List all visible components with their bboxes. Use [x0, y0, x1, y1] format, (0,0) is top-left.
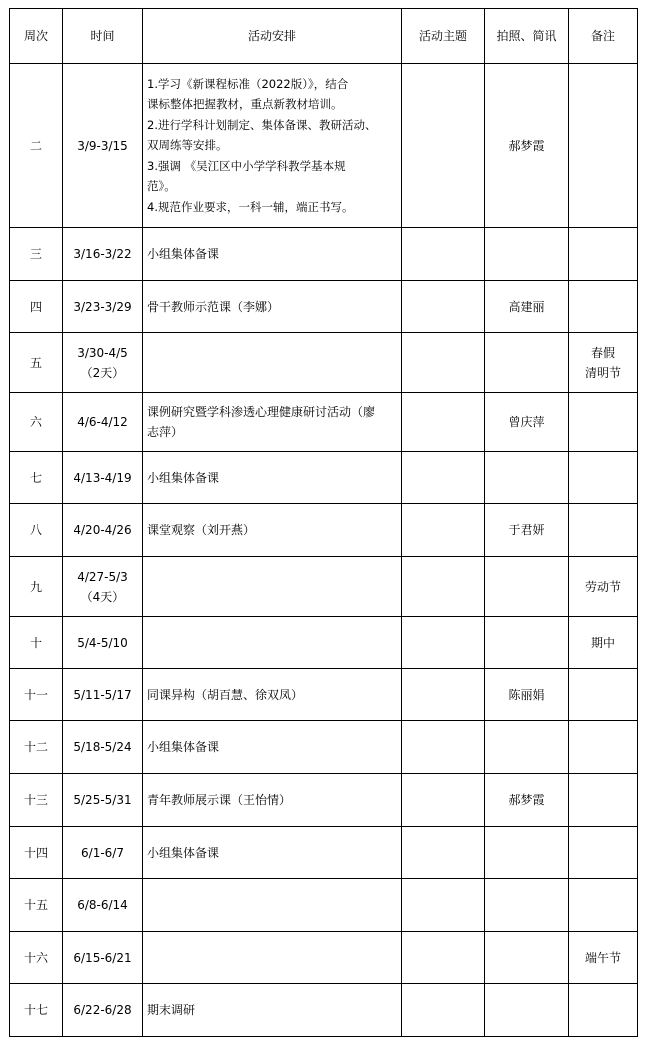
note-line: 春假 [590, 345, 615, 360]
activity-cell: 小组集体备课 [143, 452, 402, 504]
header-theme: 活动主题 [402, 9, 485, 64]
time-range: 4/27-5/3 [77, 569, 128, 584]
photo-cell [485, 228, 569, 281]
week-cell: 十二 [10, 721, 63, 774]
table-row [10, 333, 638, 393]
activity-cell: 同课异构（胡百慧、徐双凤） [143, 669, 402, 721]
activity-line: 双周练等安排。 [147, 138, 228, 153]
week-cell: 十五 [10, 879, 63, 932]
theme-cell [402, 721, 485, 774]
activity-line: 2.进行学科计划制定、集体备课、教研活动、 [147, 117, 377, 132]
note-cell: 劳动节 [569, 557, 638, 617]
table-row [10, 932, 638, 984]
activity-cell [143, 64, 402, 228]
photo-cell: 郝梦霞 [485, 64, 569, 228]
week-cell: 三 [10, 228, 63, 281]
header-note: 备注 [569, 9, 638, 64]
time-days: （2天） [80, 365, 125, 380]
activity-line: 1.学习《新课程标准（2022版）》，结合 [147, 76, 349, 91]
activity-cell: 小组集体备课 [143, 228, 402, 281]
week-cell: 十三 [10, 774, 63, 827]
note-cell [569, 228, 638, 281]
time-cell [63, 333, 143, 393]
table-row [10, 504, 638, 557]
theme-cell [402, 504, 485, 557]
time-cell: 3/16-3/22 [63, 228, 143, 281]
theme-cell [402, 557, 485, 617]
note-cell [569, 774, 638, 827]
time-cell: 3/23-3/29 [63, 281, 143, 333]
note-cell [569, 721, 638, 774]
week-cell: 八 [10, 504, 63, 557]
photo-cell [485, 617, 569, 669]
photo-cell: 高建丽 [485, 281, 569, 333]
table-row [10, 984, 638, 1037]
note-cell: 端午节 [569, 932, 638, 984]
activity-cell: 青年教师展示课（王怡情） [143, 774, 402, 827]
theme-cell [402, 827, 485, 879]
time-cell: 5/4-5/10 [63, 617, 143, 669]
week-cell: 四 [10, 281, 63, 333]
activity-line: 范》。 [147, 179, 176, 194]
activity-line: 3.强调 《吴江区中小学学科教学基本规 [147, 158, 346, 173]
theme-cell [402, 984, 485, 1037]
note-cell [569, 504, 638, 557]
note-cell [569, 64, 638, 228]
time-cell: 5/11-5/17 [63, 669, 143, 721]
table-row [10, 281, 638, 333]
photo-cell [485, 984, 569, 1037]
table-row [10, 774, 638, 827]
header-week: 周次 [10, 9, 63, 64]
time-cell: 4/20-4/26 [63, 504, 143, 557]
photo-cell [485, 827, 569, 879]
activity-line: 课标整体把握教材，重点新教材培训。 [147, 97, 343, 112]
note-cell [569, 669, 638, 721]
activity-cell [143, 333, 402, 393]
photo-cell: 曾庆萍 [485, 393, 569, 452]
activity-line: 4.规范作业要求，一科一辅，端正书写。 [147, 199, 354, 214]
theme-cell [402, 617, 485, 669]
table-row [10, 617, 638, 669]
note-cell [569, 393, 638, 452]
time-cell: 5/18-5/24 [63, 721, 143, 774]
week-cell: 七 [10, 452, 63, 504]
time-range: 3/30-4/5 [77, 345, 128, 360]
theme-cell [402, 879, 485, 932]
week-cell: 九 [10, 557, 63, 617]
note-cell [569, 333, 638, 393]
time-cell: 4/6-4/12 [63, 393, 143, 452]
note-cell [569, 984, 638, 1037]
time-cell: 3/9-3/15 [63, 64, 143, 228]
photo-cell [485, 557, 569, 617]
activity-line: 志萍） [147, 425, 184, 439]
photo-cell [485, 333, 569, 393]
time-cell: 6/22-6/28 [63, 984, 143, 1037]
photo-cell [485, 932, 569, 984]
photo-cell [485, 879, 569, 932]
header-time: 时间 [63, 9, 143, 64]
theme-cell [402, 393, 485, 452]
activity-cell [143, 617, 402, 669]
table-row [10, 393, 638, 452]
theme-cell [402, 333, 485, 393]
theme-cell [402, 452, 485, 504]
note-line: 清明节 [584, 365, 621, 380]
photo-cell [485, 452, 569, 504]
theme-cell [402, 669, 485, 721]
photo-cell: 于君妍 [485, 504, 569, 557]
photo-cell: 郝梦霞 [485, 774, 569, 827]
week-cell: 五 [10, 333, 63, 393]
table-row [10, 879, 638, 932]
table-row [10, 452, 638, 504]
week-cell: 十一 [10, 669, 63, 721]
activity-cell: 课堂观察（刘开燕） [143, 504, 402, 557]
note-cell [569, 827, 638, 879]
table-row [10, 64, 638, 228]
week-cell: 二 [10, 64, 63, 228]
theme-cell [402, 228, 485, 281]
table-row [10, 228, 638, 281]
header-row [10, 9, 638, 64]
header-activity: 活动安排 [143, 9, 402, 64]
activity-cell: 小组集体备课 [143, 721, 402, 774]
time-cell: 6/8-6/14 [63, 879, 143, 932]
theme-cell [402, 932, 485, 984]
note-cell [569, 879, 638, 932]
week-cell: 十七 [10, 984, 63, 1037]
activity-cell [143, 932, 402, 984]
theme-cell [402, 774, 485, 827]
activity-cell [143, 393, 402, 452]
week-cell: 六 [10, 393, 63, 452]
note-cell [569, 281, 638, 333]
table-row [10, 827, 638, 879]
time-cell: 6/15-6/21 [63, 932, 143, 984]
activity-line: 课例研究暨学科渗透心理健康研讨活动（廖 [147, 405, 376, 419]
time-cell: 6/1-6/7 [63, 827, 143, 879]
schedule-table [9, 8, 638, 1037]
theme-cell [402, 281, 485, 333]
table-row [10, 721, 638, 774]
note-cell: 期中 [569, 617, 638, 669]
table-row [10, 557, 638, 617]
week-cell: 十 [10, 617, 63, 669]
activity-cell [143, 557, 402, 617]
time-days: （4天） [80, 589, 125, 604]
activity-cell [143, 879, 402, 932]
photo-cell [485, 721, 569, 774]
activity-cell: 期末调研 [143, 984, 402, 1037]
week-cell: 十四 [10, 827, 63, 879]
theme-cell [402, 64, 485, 228]
table-row [10, 669, 638, 721]
activity-cell: 小组集体备课 [143, 827, 402, 879]
header-photo: 拍照、简讯 [485, 9, 569, 64]
time-cell: 4/13-4/19 [63, 452, 143, 504]
time-cell: 5/25-5/31 [63, 774, 143, 827]
time-cell [63, 557, 143, 617]
note-cell [569, 452, 638, 504]
week-cell: 十六 [10, 932, 63, 984]
photo-cell: 陈丽娟 [485, 669, 569, 721]
activity-cell: 骨干教师示范课（李娜） [143, 281, 402, 333]
